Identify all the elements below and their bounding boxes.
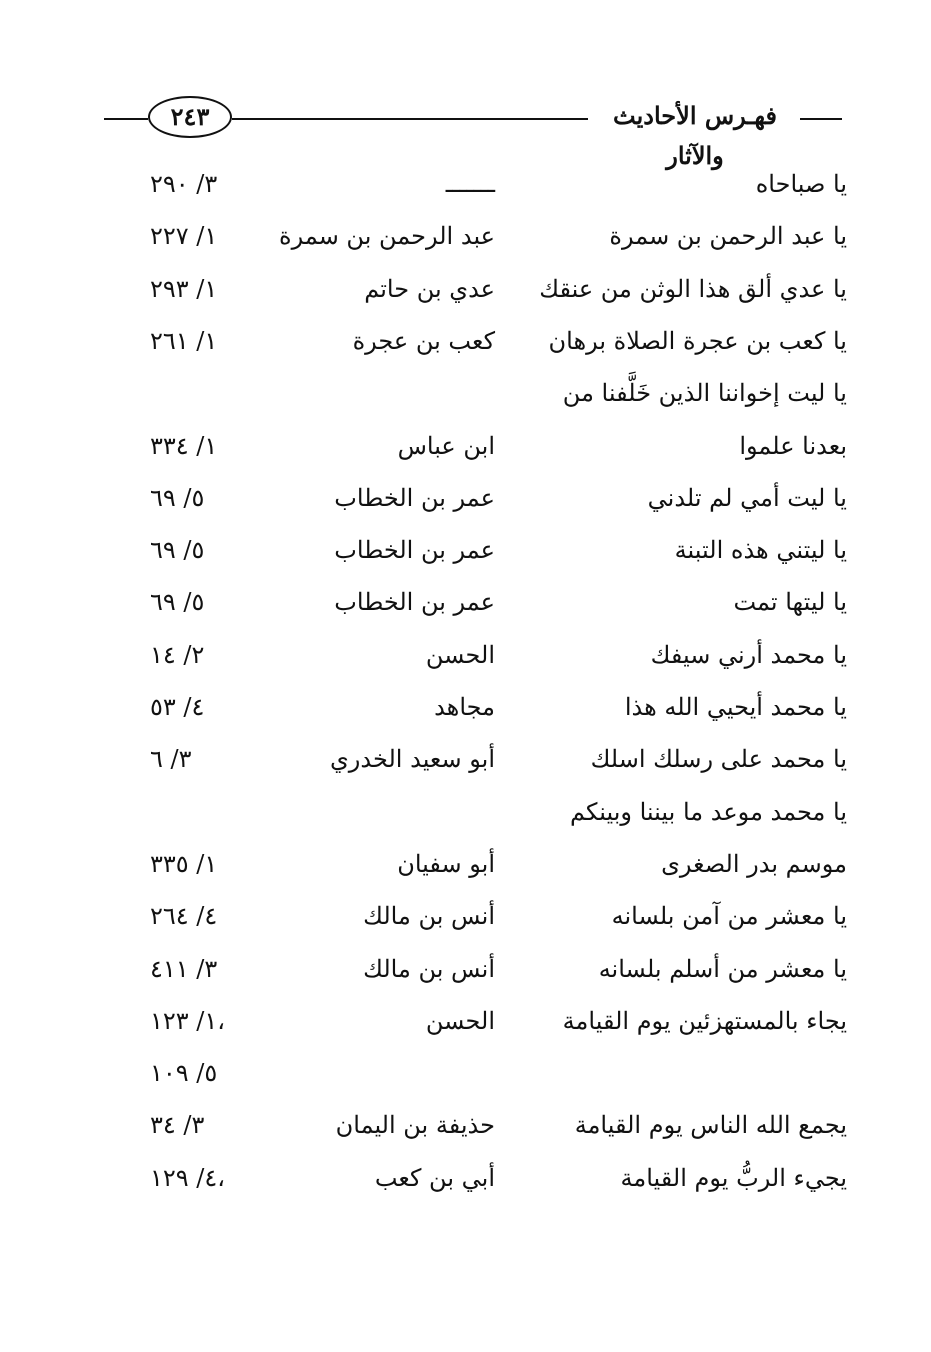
hadith-text: يا محمد أيحيي الله هذا	[624, 693, 847, 721]
volume-page-ref: ٥/ ٦٩	[150, 588, 205, 617]
narrator-name: عمر بن الخطاب	[334, 483, 495, 512]
page-header	[0, 88, 931, 170]
volume-page-ref: ٥/ ١٠٩	[150, 1059, 218, 1088]
narrator-name: الحسن	[425, 1006, 495, 1035]
table-row	[0, 681, 931, 733]
volume-page-ref: ١/ ٢٩٣	[150, 274, 218, 303]
page-number: ٢٤٣	[148, 96, 232, 138]
hadith-text: يجيء الربُّ يوم القيامة	[620, 1163, 847, 1192]
volume-page-ref: ١/ ٣٣٤	[150, 431, 218, 460]
volume-page-ref: ١/ ٢٦١	[150, 326, 218, 355]
hadith-text: يجاء بالمستهزئين يوم القيامة	[562, 1006, 847, 1035]
volume-page-ref: ٤/ ٢٦٤	[150, 902, 218, 931]
table-row	[0, 786, 931, 838]
narrator-name: أنس بن مالك	[363, 902, 495, 931]
table-row	[0, 1099, 931, 1151]
volume-page-ref: ١/ ٢٢٧	[150, 222, 218, 251]
header-rule-right	[800, 118, 842, 120]
hadith-text: يا محمد موعد ما بيننا وبينكم	[570, 797, 847, 826]
narrator-name: ابن عباس	[397, 431, 495, 460]
hadith-text: يا محمد على رسلك اسلك	[590, 745, 847, 774]
narrator-name: حذيفة بن اليمان	[335, 1111, 495, 1140]
volume-page-ref: ٣/ ٦	[150, 745, 192, 774]
narrator-name: مجاهد	[434, 693, 495, 721]
table-row	[0, 576, 931, 628]
narrator-name: الحسن	[425, 640, 495, 669]
table-row	[0, 995, 931, 1047]
volume-page-ref: ١/ ٣٣٥	[150, 849, 218, 878]
hadith-text: يا عبد الرحمن بن سمرة	[609, 222, 847, 251]
table-row	[0, 524, 931, 576]
narrator-name: عبد الرحمن بن سمرة	[279, 222, 495, 251]
table-row	[0, 367, 931, 419]
hadith-text: يا عدي ألق هذا الوثن من عنقك	[539, 274, 847, 303]
hadith-text: بعدنا علموا	[739, 431, 847, 460]
narrator-name: عدي بن حاتم	[364, 274, 495, 303]
volume-page-ref: ٣/ ٣٤	[150, 1111, 205, 1140]
hadith-text: يا محمد أرني سيفك	[650, 640, 847, 669]
table-row	[0, 472, 931, 524]
table-row	[0, 838, 931, 890]
volume-page-ref: ٤/ ٥٣	[150, 693, 205, 721]
table-row	[0, 943, 931, 995]
narrator-name: أبي بن كعب	[374, 1163, 495, 1192]
narrator-name: كعب بن عجرة	[352, 326, 495, 355]
hadith-text: موسم بدر الصغرى	[661, 849, 847, 878]
volume-page-ref: ٤/ ١٢٩،	[150, 1163, 226, 1192]
header-rule-left	[104, 118, 148, 120]
hadith-text: يا معشر من أسلم بلسانه	[598, 954, 847, 983]
table-row	[0, 733, 931, 785]
volume-page-ref: ٥/ ٦٩	[150, 483, 205, 512]
table-row	[0, 629, 931, 681]
narrator-name: أنس بن مالك	[363, 954, 495, 983]
table-row	[0, 890, 931, 942]
narrator-name: عمر بن الخطاب	[334, 536, 495, 565]
table-row	[0, 210, 931, 262]
table-row	[0, 263, 931, 315]
hadith-text: يا صباحاه	[755, 170, 847, 198]
hadith-text: يا ليت أمي لم تلدني	[647, 483, 847, 512]
narrator-name: عمر بن الخطاب	[334, 588, 495, 617]
header-rule-middle	[232, 118, 588, 120]
narrator-name: أبو سفيان	[397, 849, 495, 878]
narrator-name: أبو سعيد الخدري	[330, 745, 495, 774]
table-row	[0, 420, 931, 472]
table-row	[0, 1152, 931, 1204]
page-title: فهـرس الأحاديث والآثار	[613, 101, 777, 170]
hadith-text: يا ليتني هذه التبنة	[674, 536, 847, 565]
table-row	[0, 315, 931, 367]
table-row	[0, 158, 931, 210]
table-row	[0, 1047, 931, 1099]
hadith-text: يا كعب بن عجرة الصلاة برهان	[548, 326, 847, 355]
hadith-text: يا ليت إخواننا الذين خَلَّفنا من	[562, 379, 847, 408]
volume-page-ref: ٢/ ١٤	[150, 640, 205, 669]
hadith-text: يا ليتها تمت	[733, 588, 847, 617]
volume-page-ref: ١/ ١٢٣،	[150, 1006, 226, 1035]
hadith-text: يا معشر من آمن بلسانه	[611, 902, 847, 931]
volume-page-ref: ٣/ ٤١١	[150, 954, 218, 983]
narrator-name: ـــــــ	[445, 170, 495, 198]
hadith-text: يجمع الله الناس يوم القيامة	[574, 1111, 847, 1140]
volume-page-ref: ٥/ ٦٩	[150, 536, 205, 565]
volume-page-ref: ٣/ ٢٩٠	[150, 170, 218, 198]
